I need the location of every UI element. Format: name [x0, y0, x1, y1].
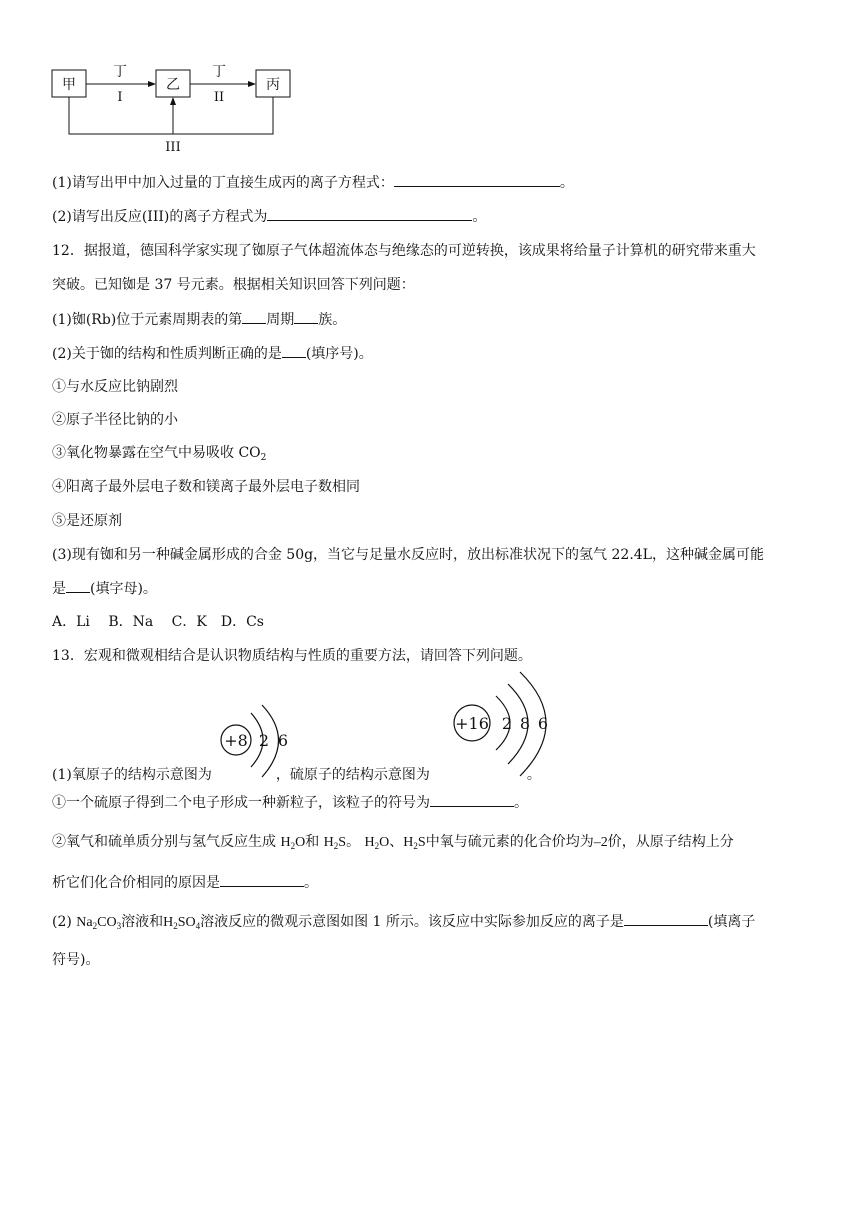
q12-stem-2: 突破。已知铷是 37 号元素。根据相关知识回答下列问题： [52, 277, 415, 293]
answer-blank[interactable] [66, 578, 90, 593]
formula-h2o: $H_2O$ [364, 835, 390, 851]
formula-h2s: $H_2S$ [403, 835, 426, 851]
label-ding-1: 丁 [113, 64, 127, 80]
q13-sub-2-cont: 析它们化合价相同的原因是 。 [52, 872, 318, 893]
q12-option-5: ⑤是还原剂 [52, 513, 122, 529]
arrowhead-1 [148, 81, 156, 87]
q12-part3: (3)现有铷和另一种碱金属形成的合金 50g，当它与足量水反应时，放出标准状况下的氢气 22.4L，这种碱金属可能 [52, 547, 764, 563]
oxygen-nucleus: +8 [224, 731, 248, 750]
label-bing: 丙 [266, 77, 280, 93]
answer-blank[interactable] [220, 872, 304, 887]
q13-part2: (2) $Na_2CO_3$溶液和$H_2SO_4$溶液反应的微观示意图如图 1 所示。该反应中实际参加反应的离子是 (填离子 [52, 911, 755, 933]
q13-stem: 13．宏观和微观相结合是认识物质结构与性质的重要方法，请回答下列问题。 [52, 648, 532, 664]
q12-option-4: ④阳离子最外层电子数和镁离子最外层电子数相同 [52, 479, 360, 495]
q12-stem-1: 12．据报道，德国科学家实现了铷原子气体超流体态与绝缘态的可逆转换，该成果将给量子计算机的研究带来重大 [52, 243, 756, 259]
sulfur-shell-3-electrons: 6 [537, 714, 549, 733]
answer-blank[interactable] [394, 172, 560, 187]
q12-option-1: ①与水反应比钠剧烈 [52, 379, 178, 395]
q13-sub-1: ①一个硫原子得到二个电子形成一种新粒子，该粒子的符号为 。 [52, 792, 528, 813]
answer-blank[interactable] [294, 309, 318, 324]
q13-part2-cont: 符号)。 [52, 952, 100, 968]
answer-blank[interactable] [624, 911, 708, 926]
arrowhead-3 [170, 97, 176, 105]
label-yi: 乙 [166, 77, 180, 93]
answer-blank[interactable] [282, 343, 306, 358]
formula-h2o: $H_2O$ [280, 835, 306, 851]
q12-choices: A．Li B．Na C．K D．Cs [52, 614, 264, 630]
q12-part3-cont: 是 (填字母)。 [52, 578, 157, 599]
label-ding-2: 丁 [212, 64, 226, 80]
q12-option-3: ③氧化物暴露在空气中易吸收 $CO_2$ [52, 445, 267, 463]
formula-h2s: $H_2S$ [323, 835, 347, 851]
formula-h2so4: $H_2SO_4$ [163, 915, 201, 931]
answer-blank[interactable] [430, 792, 514, 807]
answer-blank[interactable] [242, 309, 266, 324]
reaction-flow-diagram [0, 0, 860, 160]
sulfur-shell-2-electrons: 8 [519, 714, 531, 733]
arrowhead-2 [248, 81, 256, 87]
label-reaction-3: III [165, 140, 181, 155]
formula-na2co3: $Na_2CO_3$ [76, 915, 122, 931]
q11-part1: (1)请写出甲中加入过量的丁直接生成丙的离子方程式： 。 [52, 172, 574, 193]
q13-sub-2: ②氧气和硫单质分别与氢气反应生成 $H_2O$和 $H_2S$。 $H_2O$、$H_2S$中氧与硫元素的化合价均为–2价，从原子结构上分 [52, 834, 734, 851]
answer-blank[interactable] [267, 206, 472, 221]
q11-part2: (2)请写出反应(III)的离子方程式为 。 [52, 206, 486, 227]
oxygen-shell-2-electrons: 6 [277, 731, 289, 750]
sulfur-nucleus: +16 [455, 714, 489, 733]
label-reaction-1: I [117, 90, 123, 105]
q12-part1: (1)铷(Rb)位于元素周期表的第 周期 族。 [52, 309, 346, 330]
label-jia: 甲 [62, 77, 76, 93]
q12-part2: (2)关于铷的结构和性质判断正确的是 (填序号)。 [52, 343, 373, 364]
q12-option-2: ②原子半径比钠的小 [52, 412, 178, 428]
q13-part1: (1)氧原子的结构示意图为 ，硫原子的结构示意图为 。 [52, 767, 541, 783]
label-reaction-2: II [213, 90, 225, 105]
sulfur-shell-1-electrons: 2 [501, 714, 513, 733]
oxygen-shell-1-electrons: 2 [258, 731, 270, 750]
